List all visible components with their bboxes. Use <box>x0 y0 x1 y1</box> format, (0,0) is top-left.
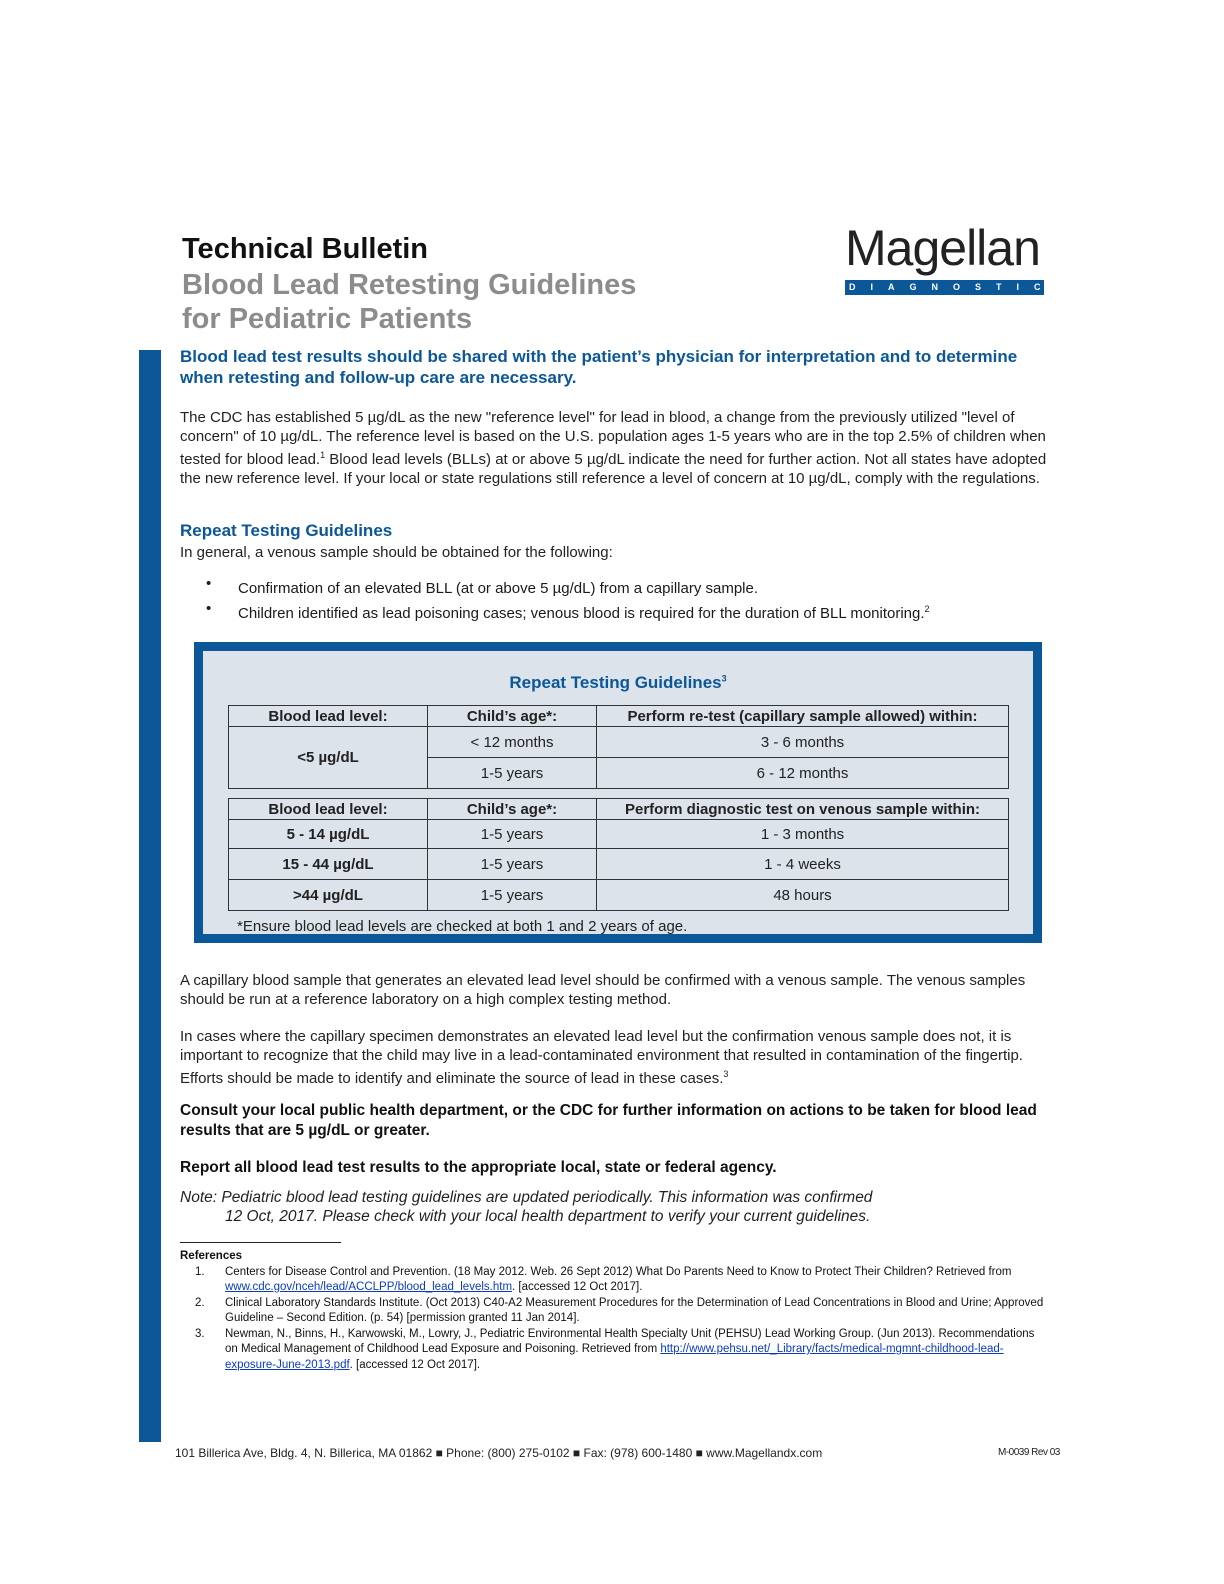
note-line-1: Note: Pediatric blood lead testing guidelines are updated periodically. This information was confirmed <box>180 1189 873 1206</box>
table-header-row <box>229 799 1009 820</box>
section-intro: In general, a venous sample should be obtained for the following: <box>180 544 613 561</box>
guidelines-table-panel <box>203 651 1033 934</box>
intro-paragraph <box>180 408 1055 488</box>
list-item <box>206 574 930 599</box>
references-list <box>180 1265 1050 1374</box>
footnote-ref: 3 <box>721 673 727 684</box>
capillary-paragraph: A capillary blood sample that generates an elevated lead level should be confirmed with a venous sample. The venous samples should be run at a reference laboratory on a high complex testing method. <box>180 972 1026 1008</box>
footnote-ref: 2 <box>924 604 930 614</box>
table-footnote: *Ensure blood lead levels are checked at both 1 and 2 years of age. <box>237 918 688 935</box>
table-cell-within: 1 - 4 weeks <box>597 849 1009 880</box>
consult-paragraph: Consult your local public health department, or the CDC for further information on actions to be taken for blood lead results that are 5 µg/dL or greater. <box>180 1102 1037 1139</box>
column-header: Perform diagnostic test on venous sample within: <box>597 799 1009 820</box>
table-cell-within: 1 - 3 months <box>597 820 1009 849</box>
intro-text-cont: Blood lead levels (BLLs) at or above 5 µg/dL indicate the need for further action. Not all states have adopted the new reference level. If your local or state regulations still reference a level of concern at 10 µg/dL, comply with the regulations. <box>180 451 1047 487</box>
reference-number: 1. <box>195 1265 205 1278</box>
footer-address: 101 Billerica Ave, Bldg. 4, N. Billerica, MA 01862 ■ Phone: (800) 275-0102 ■ Fax: (978) 600-1480 ■ www.Magellandx.com <box>175 1446 823 1460</box>
reference-link[interactable]: http://www.pehsu.net/_Library/facts/medical-mgmnt-childhood-lead-exposure-June-2013.pdf <box>225 1343 1004 1371</box>
table-row <box>229 820 1009 849</box>
bullet-text: Children identified as lead poisoning cases; venous blood is required for the duration of BLL monitoring. <box>238 605 925 622</box>
table-caption <box>203 673 1033 693</box>
bullet-icon: • <box>206 575 212 592</box>
diagnostic-table <box>228 798 1009 911</box>
logo-wordmark: Magellan <box>845 220 1040 276</box>
note <box>180 1188 872 1226</box>
column-header: Blood lead level: <box>229 706 428 727</box>
reference-tail: . [accessed 12 Oct 2017]. <box>512 1281 643 1293</box>
footnote-ref: 1 <box>320 450 326 460</box>
reference-text: Newman, N., Binns, H., Karwowski, M., Lowry, J., Pediatric Environmental Health Specialty Unit (PEHSU) Lead Working Group. (Jun 2013). Recommendations on Medical Management of Childhood Lead Exposure and Poisoning. Retrieved from <box>225 1327 1035 1355</box>
guidelines-table-box <box>194 642 1042 943</box>
bullet-text: Confirmation of an elevated BLL (at or above 5 µg/dL) from a capillary sample. <box>238 580 759 597</box>
intro-text: The CDC has established 5 µg/dL as the new "reference level" for lead in blood, a change from the previously utilized "level of concern" of 10 µg/dL. The reference level is based on the U.S. population ages 1-5 years who are in the top 2.5% of children when tested for blood lead. <box>180 409 1046 468</box>
document-code: M-0039 Rev 03 <box>998 1447 1060 1458</box>
magellan-logo <box>845 218 1077 295</box>
table-row <box>229 727 1009 758</box>
table-cell-age: 1-5 years <box>428 820 597 849</box>
table-cell-age: 1-5 years <box>428 880 597 911</box>
subtitle-line-2: for Pediatric Patients <box>182 303 473 335</box>
table-cell-level: >44 µg/dL <box>229 880 428 911</box>
table-cell-level: <5 µg/dL <box>229 727 428 789</box>
table-cell-within: 48 hours <box>597 880 1009 911</box>
column-header: Child’s age*: <box>428 799 597 820</box>
page-subtitle <box>182 268 636 336</box>
retest-table <box>228 705 1009 789</box>
table-cell-level: 5 - 14 µg/dL <box>229 820 428 849</box>
table-cell-age: 1-5 years <box>428 849 597 880</box>
table-cell-within: 3 - 6 months <box>597 727 1009 758</box>
note-line-2: 12 Oct, 2017. Please check with your local health department to verify your current guidelines. <box>225 1208 871 1225</box>
table-row <box>229 880 1009 911</box>
report-paragraph: Report all blood lead test results to the appropriate local, state or federal agency. <box>180 1159 777 1176</box>
logo-tagline: DIAGNOSTICS <box>845 280 1044 295</box>
reference-tail: . [accessed 12 Oct 2017]. <box>349 1358 481 1371</box>
section-heading-repeat-testing: Repeat Testing Guidelines <box>180 521 393 540</box>
table-row <box>229 849 1009 880</box>
reference-text: Centers for Disease Control and Prevention. (18 May 2012. Web. 26 Sept 2012) What Do Parents Need to Know to Protect Their Children? Retrieved from <box>225 1265 1012 1278</box>
column-header: Blood lead level: <box>229 799 428 820</box>
list-item <box>180 1296 1050 1327</box>
list-item <box>206 599 930 624</box>
subtitle-line-1: Blood Lead Retesting Guidelines <box>182 269 637 301</box>
reference-number: 2. <box>195 1296 205 1309</box>
table-caption-text: Repeat Testing Guidelines <box>509 673 722 692</box>
list-item <box>180 1265 1050 1296</box>
references <box>180 1249 1050 1373</box>
table-cell-level: 15 - 44 µg/dL <box>229 849 428 880</box>
table-cell-age: 1-5 years <box>428 758 597 789</box>
references-divider <box>180 1242 341 1243</box>
bullet-icon: • <box>206 600 212 617</box>
page-title: Technical Bulletin <box>182 233 429 265</box>
table-cell-within: 6 - 12 months <box>597 758 1009 789</box>
lead-statement: Blood lead test results should be shared with the patient’s physician for interpretation and to determine when retesting and follow-up care are necessary. <box>180 347 1018 387</box>
references-heading: References <box>180 1250 243 1262</box>
column-header: Child’s age*: <box>428 706 597 727</box>
bullet-list <box>206 574 930 624</box>
table-header-row <box>229 706 1009 727</box>
cases-text: In cases where the capillary specimen demonstrates an elevated lead level but the confirmation venous sample does not, it is important to recognize that the child may live in a lead-contaminated environment that resulted in contamination of the fingertip. Efforts should be made to identify and eliminate the source of lead in these cases. <box>180 1028 1023 1087</box>
left-accent-bar <box>139 350 161 1442</box>
reference-text: Clinical Laboratory Standards Institute. (Oct 2013) C40-A2 Measurement Procedures for the Determination of Lead Concentrations in Blood and Urine; Approved Guideline – Second Edition. (p. 54) [permission granted 11 Jan 2014]. <box>225 1296 1044 1324</box>
list-item <box>180 1327 1050 1374</box>
cases-paragraph <box>180 1027 1055 1088</box>
footnote-ref: 3 <box>723 1069 729 1079</box>
reference-link[interactable]: www.cdc.gov/nceh/lead/ACCLPP/blood_lead_levels.htm <box>225 1281 513 1293</box>
column-header: Perform re-test (capillary sample allowed) within: <box>597 706 1009 727</box>
reference-number: 3. <box>195 1327 205 1340</box>
table-cell-age: < 12 months <box>428 727 597 758</box>
